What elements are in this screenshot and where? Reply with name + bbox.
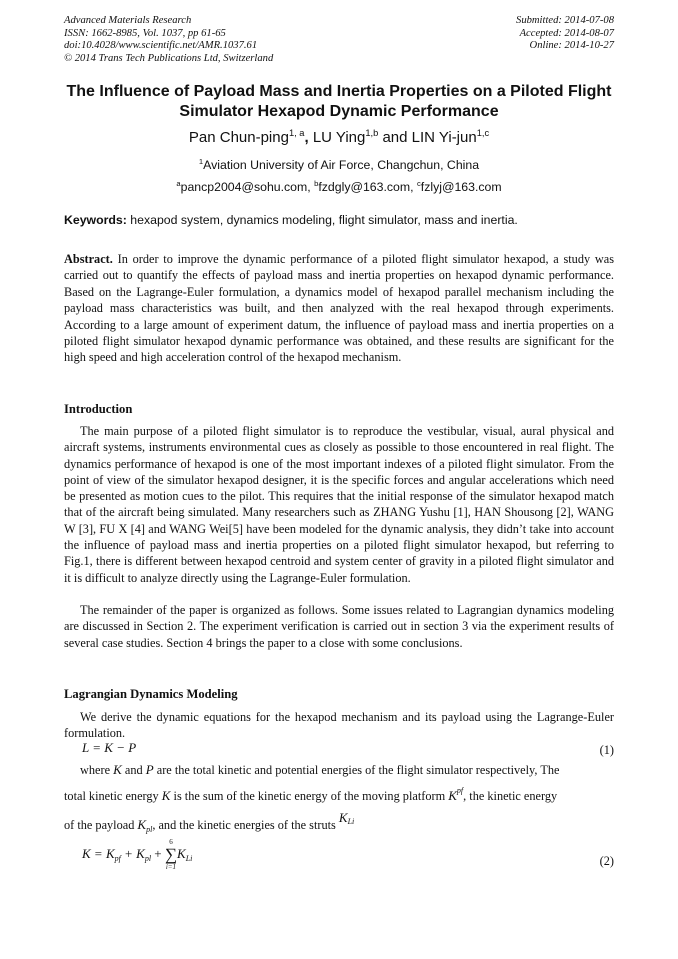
payload-line <box>64 810 614 834</box>
symbol-k: K <box>113 762 122 777</box>
symbol-k-li: K <box>338 810 348 825</box>
text-run: of the payload <box>64 818 135 832</box>
subscript-pl: pl <box>146 825 153 834</box>
text-run: are the total kinetic and potential energies of the flight simulator respectively, The <box>156 763 560 777</box>
symbol-k: K <box>161 788 171 803</box>
email-link[interactable]: pancp2004@sohu.com <box>180 180 308 194</box>
author-sup: 1,b <box>365 128 379 138</box>
lagrangian-heading: Lagrangian Dynamics Modeling <box>64 687 238 701</box>
eq2-plus-term: + K <box>120 845 145 861</box>
text-run: total kinetic energy <box>64 789 159 803</box>
affiliation-sup: 1 <box>198 156 204 166</box>
journal-issn: ISSN: 1662-8985, Vol. 1037, pp 61-65 <box>64 27 226 39</box>
subscript-li: Li <box>347 817 355 826</box>
author-name: LU Ying <box>312 129 366 146</box>
equation-2-number: (2) <box>599 854 614 868</box>
email-list: $^a$pancp2004@sohu.com, $^b$fzdgly@163.com, $^c$fzlyj@163.com <box>176 178 502 194</box>
author-name: LIN Yi-jun <box>411 129 477 146</box>
paper-title: The Influence of Payload Mass and Inertia Properties on a Piloted Flight Simulator Hexapod Dynamic Performance <box>66 83 612 120</box>
email-sup: c <box>416 178 421 188</box>
author-conjunction: and <box>382 129 408 146</box>
subscript-pf: pf <box>456 786 464 795</box>
eq2-sub-li: Li <box>185 853 193 863</box>
affiliation <box>64 158 614 172</box>
text-run: and <box>124 763 143 777</box>
abstract-label: Abstract. <box>64 252 113 266</box>
email-sup: b <box>314 178 319 188</box>
symbol-k-pl: K <box>137 817 147 832</box>
email-link[interactable]: fzdgly@163.com <box>318 180 411 194</box>
author-list <box>64 129 614 146</box>
eq2-term: K <box>177 845 186 861</box>
symbol-k-pf: K <box>448 788 457 803</box>
author-sup: 1, a <box>288 128 305 138</box>
text-run: where <box>80 763 111 777</box>
symbol-p: P <box>145 762 154 777</box>
accepted-date: Accepted: 2014-08-07 <box>519 27 614 39</box>
email-link[interactable]: fzlyj@163.com <box>420 180 502 194</box>
text-run: , the kinetic energy <box>463 789 558 803</box>
introduction-paragraph-1: The main purpose of a piloted flight simulator is to reproduce the vestibular, visual, aural physical and aircraft systems, instruments environmental cues as closely as possible to those encountered in real flight. The dynamics performance of hexapod is one of the most important indexes of a piloted flight simulator. From the point of view of the simulator hexapod designer, it is the specific forces and angular accelerations which need be presented as motion cues to the pilot. This requires that the initial response of the simulator hexapod match that of the aircraft being simulated. Many researchers such as ZHANG Yushu [1], HAN Shousong [2], WANG W [3], FU X [4] and WANG Wei[5] have been modeled for the dynamic analysis, they didn’t take into account the influence of payload mass and inertia properties on a piloted flight simulator hexapod, but referring to Fig.1, there is different between hexapod centroid and system center of gravity in a piloted flight simulator and it is difficult to analyze directly using the Lagrange-Euler formulation. <box>64 424 614 585</box>
author-sup: 1,c <box>476 128 490 138</box>
sum-lower: i=1 <box>165 863 177 871</box>
abstract-text: In order to improve the dynamic performance of a piloted flight simulator hexapod, a study was carried out to quantify the effects of payload mass and inertia properties on hexapod dynamic performance. Based on the Lagrange-Euler formulation, a dynamics model of hexapod parallel mechanism including the payload mass characteristics was built, and then analyzed with the real hexapod through experiments. According to a large amount of experiment datum, the influence of payload mass and inertia properties on a piloted flight simulator hexapod dynamic performance was obtained, and these results are significant for the high speed and high acceleration control of the hexapod mechanism. <box>64 252 615 365</box>
journal-doi: doi:10.4028/www.scientific.net/AMR.1037.61 <box>64 40 258 52</box>
abstract <box>64 251 614 366</box>
kinetic-energy-line <box>64 786 614 804</box>
keywords-text: hexapod system, dynamics modeling, flight simulator, mass and inertia. <box>130 213 518 227</box>
summation <box>165 838 177 872</box>
eq2-lhs: K = K <box>82 845 115 861</box>
introduction-heading: Introduction <box>64 402 133 416</box>
sum-symbol: ∑ <box>164 845 178 864</box>
equation-1-number: (1) <box>599 743 614 757</box>
author-separator: , <box>304 129 309 146</box>
email-sup: a <box>176 178 181 188</box>
text-run: is the sum of the kinetic energy of the moving platform <box>173 789 446 803</box>
where-line <box>64 762 614 778</box>
sum-upper: 6 <box>169 838 173 846</box>
journal-name: Advanced Materials Research <box>64 15 192 26</box>
text-run: , and the kinetic energies of the struts <box>152 818 336 832</box>
online-date: Online: 2014-10-27 <box>529 40 614 52</box>
affiliation-text: Aviation University of Air Force, Changchun, China <box>203 158 480 172</box>
submission-dates <box>516 15 614 53</box>
lagrangian-paragraph-1: We derive the dynamic equations for the hexapod mechanism and its payload using the Lagrange-Euler formulation. <box>64 710 614 741</box>
equation-1: L = K − P <box>82 740 137 755</box>
keywords <box>64 213 614 227</box>
submitted-date: Submitted: 2014-07-08 <box>516 15 614 26</box>
journal-copyright: © 2014 Trans Tech Publications Ltd, Switzerland <box>64 52 274 64</box>
equation-2: $K = K_{pf} + K_{pl}$ + 6 ∑ i=1 $K_{Li}$ <box>82 838 193 871</box>
eq2-sub-pl: pl <box>144 853 152 863</box>
author-name: Pan Chun-ping <box>188 129 289 146</box>
introduction-paragraph-2: The remainder of the paper is organized as follows. Some issues related to Lagrangian dynamics modeling are discussed in Section 2. The experiment verification is carried out in section 3 via the experiment results of several case studies. Section 4 brings the paper to a close with some conclusions. <box>64 603 614 650</box>
eq2-sub-pf: pf <box>114 853 121 863</box>
journal-info <box>64 15 273 65</box>
keywords-label: Keywords: <box>64 213 127 227</box>
